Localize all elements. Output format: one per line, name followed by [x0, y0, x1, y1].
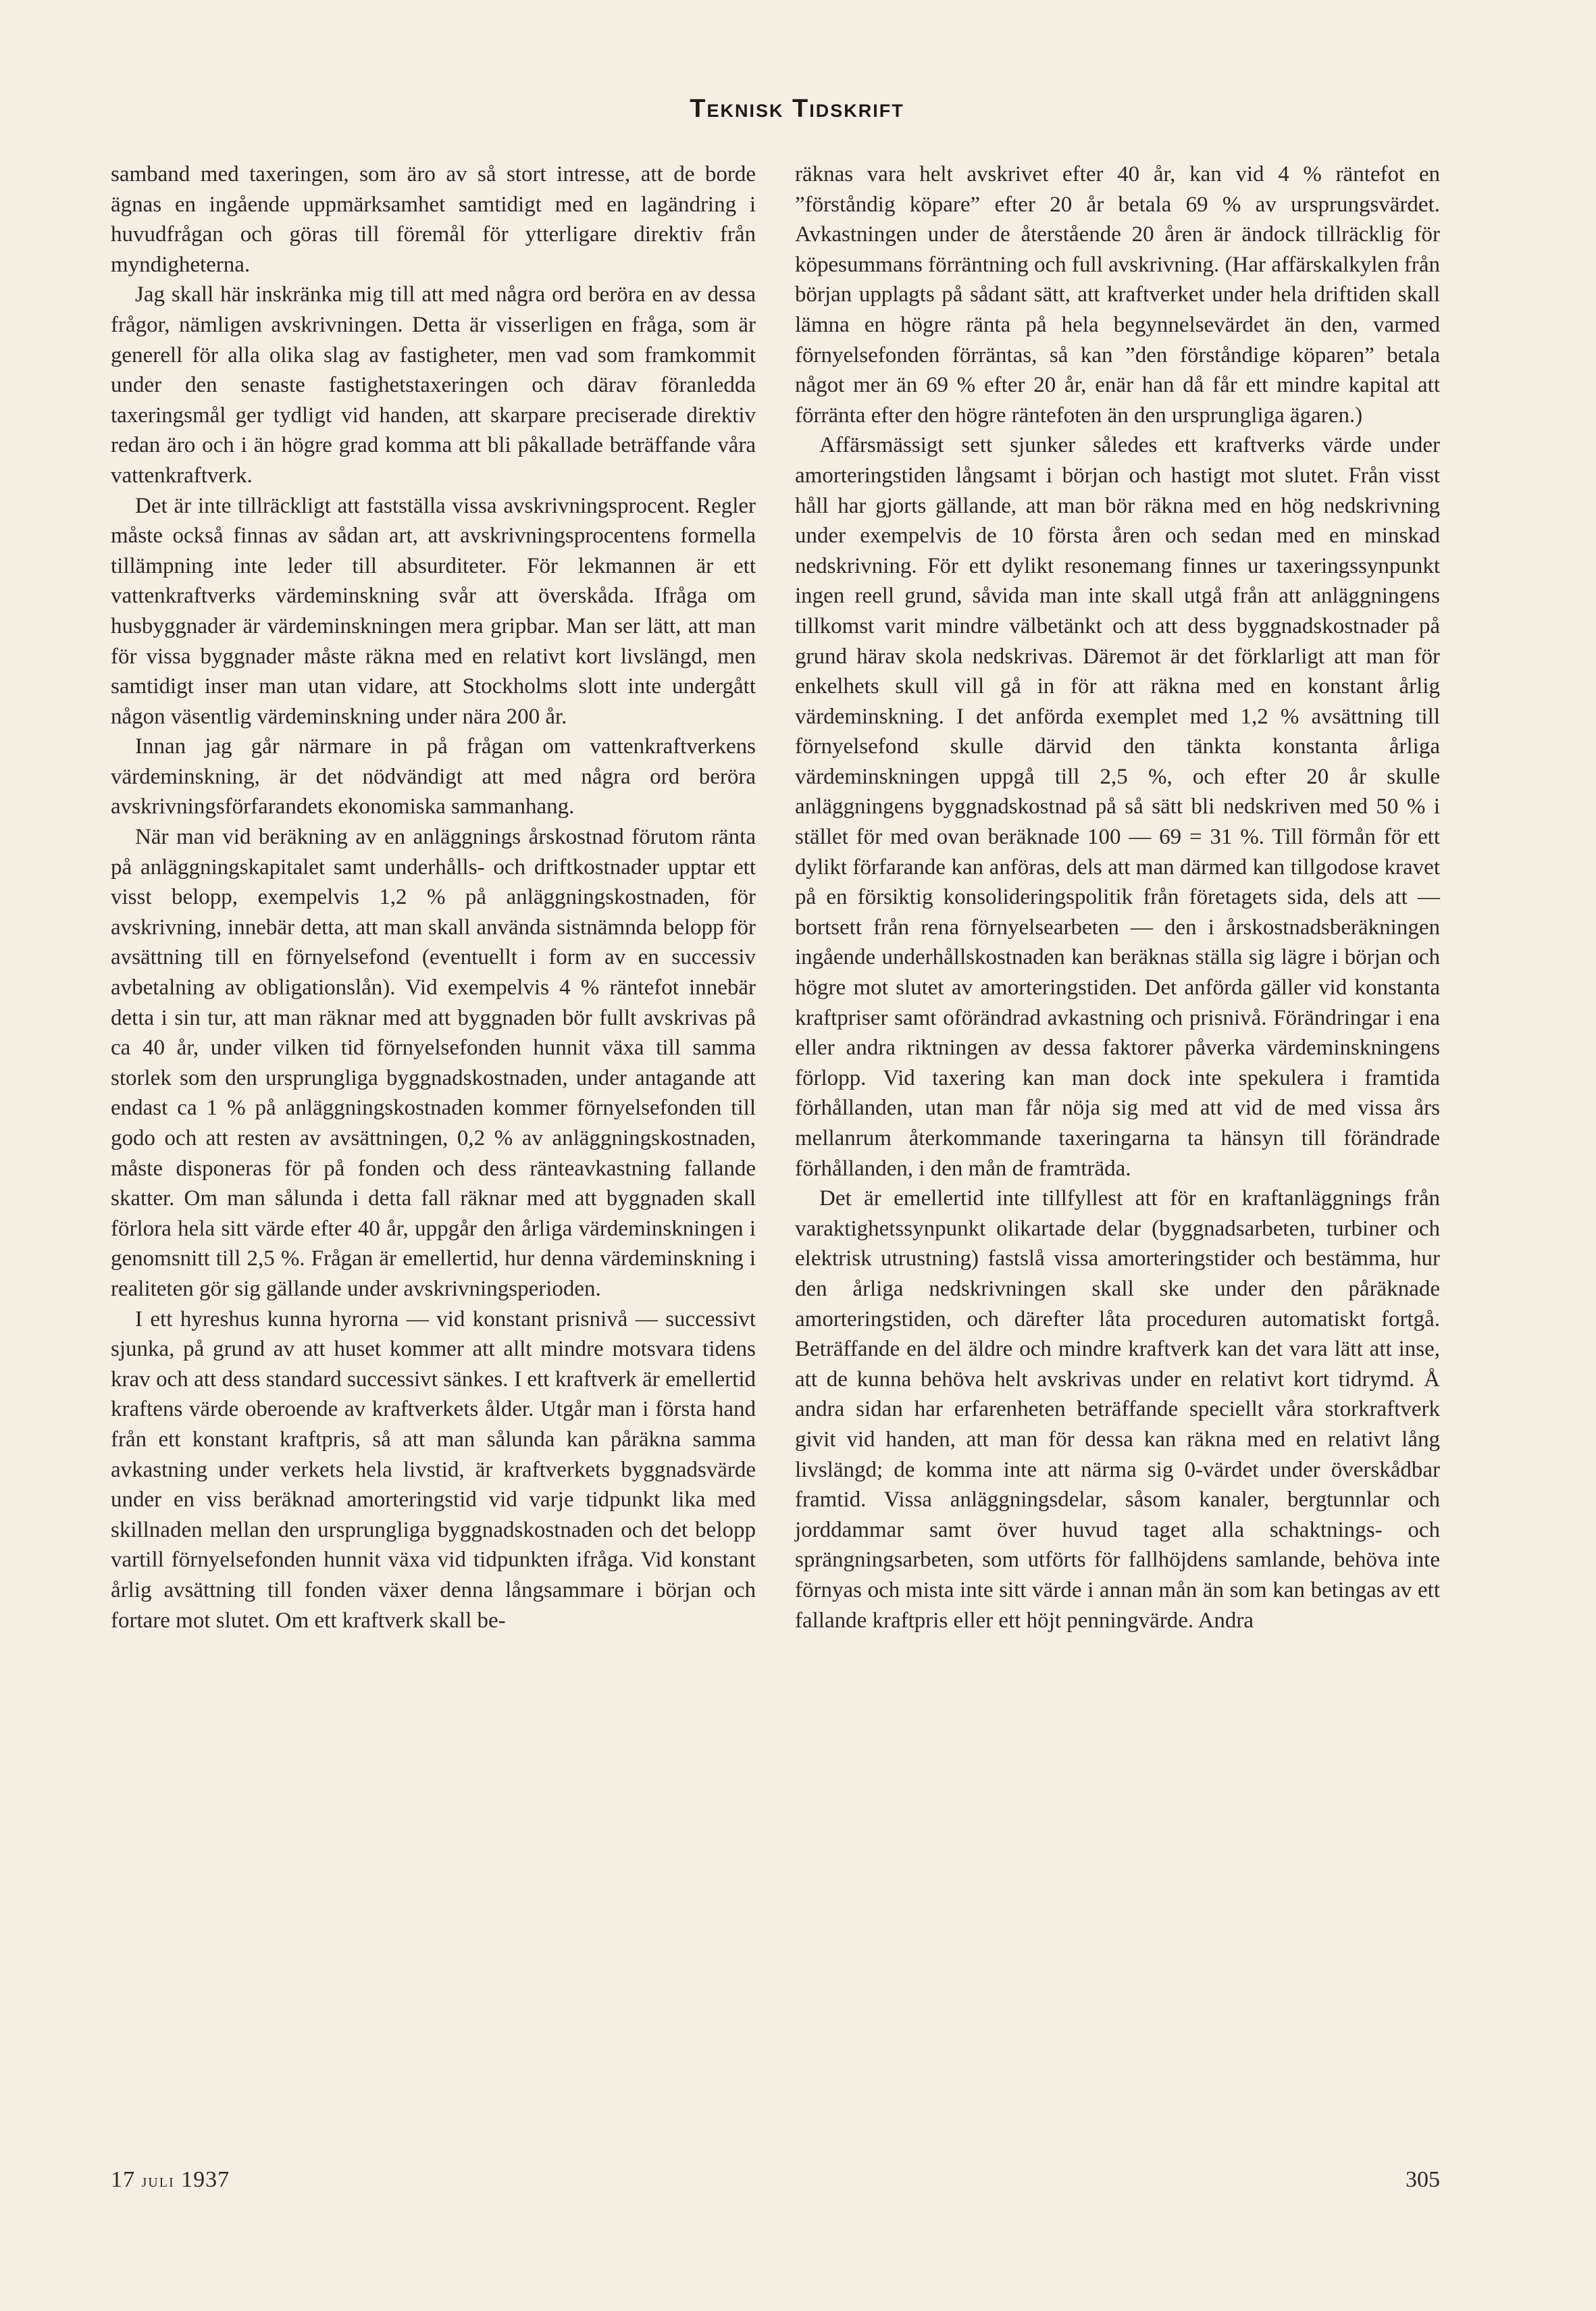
paragraph: räknas vara helt avskrivet efter 40 år, kan vid 4 % räntefot en ”förståndig köpare” efter 20 år betala 69 % av ursprungsvärdet. Avkastningen under de återstående 20 åren är ändock tillräcklig för köpesummans förräntning och full avskrivning. (Har affärskalkylen från början upplagts på sådant sätt, att kraftverket under hela driftiden skall lämna en högre ränta på hela begynnelsevärdet än den, varmed förnyelsefonden förräntas, så kan ”den förståndige köparen” betala något mer än 69 % efter 20 år, enär han då får ett mindre kapital att förränta efter den högre räntefoten än den ursprungliga ägaren.) [795, 162, 1440, 428]
paragraph: I ett hyreshus kunna hyrorna — vid konstant prisnivå — successivt sjunka, på grund av att huset kommer att allt mindre motsvara tidens krav och att dess standard successivt sänkes. I ett kraftverk är emellertid kraftens värde oberoende av kraftverkets ålder. Utgår man i första hand från ett konstant kraftpris, så att man sålunda kan påräkna samma avkastning under verkets hela livstid, är kraftverkets byggnadsvärde under en viss beräknad amorteringstid vid varje tidpunkt lika med skillnaden mellan den ursprungliga byggnadskostnaden och det belopp vartill förnyelsefonden hunnit växa vid tidpunkten ifråga. Vid konstant årlig avsättning till fonden växer denna långsammare i början och fortare mot slutet. Om ett kraftverk skall be- [111, 1306, 756, 1633]
paragraph: samband med taxeringen, som äro av så stort intresse, att de borde ägnas en ingående uppmärksamhet samtidigt med en lagändring i huvudfrågan och göras till föremål för ytterligare direktiv från myndigheterna. [111, 162, 756, 277]
page-number: 305 [1406, 2167, 1440, 2192]
issue-day: 17 [111, 2167, 135, 2192]
issue-date [111, 2167, 230, 2193]
paragraph: Det är inte tillräckligt att fastställa vissa avskrivningsprocent. Regler måste också finnas av sådan art, att avskrivningsprocentens formella tillämpning inte leder till absurditeter. För lekmannen är ett vattenkraftverks värdeminskning svår att överskåda. Ifråga om husbyggnader är värdeminskningen mera gripbar. Man ser lätt, att man för vissa byggnader måste räkna med en relativt kort livslängd, men samtidigt inser man utan vidare, att Stockholms slott inte undergått någon väsentlig värdeminskning under nära 200 år. [111, 493, 756, 729]
running-header: Teknisk Tidskrift [690, 95, 904, 123]
paragraph: Affärsmässigt sett sjunker således ett kraftverks värde under amorteringstiden långsamt i början och hastigt mot slutet. Från visst håll har gjorts gällande, att man bör räkna med en hög nedskrivning under exempelvis de 10 första åren och sedan med en minskad nedskrivning. För ett dylikt resonemang finnes ur taxeringssynpunkt ingen reell grund, såvida man inte skall utgå från att anläggningens tillkomst varit mindre välbetänkt och att dess byggnadskostnader på grund härav skola nedskrivas. Däremot är det förklarligt att man för enkelhets skull vill gå in för att räkna med en konstant årlig värdeminskning. I det anförda exemplet med 1,2 % avsättning till förnyelsefond skulle därvid den tänkta konstanta årliga värdeminskningen uppgå till 2,5 %, och efter 20 år skulle anläggningens byggnadskostnad på så sätt bli nedskriven med 50 % i stället för med ovan beräknade 100 — 69 = 31 %. Till förmån för ett dylikt förfarande kan anföras, dels att man därmed kan tillgodose kravet på en försiktig konsolideringspolitik från företagets sida, dels att — bortsett från rena förnyelsearbeten — den i årskostnadsberäkningen ingående underhållskostnaden kan beräknas ställa sig lägre i början och högre mot slutet av amorteringstiden. Det anförda gäller vid konstanta kraftpriser samt oförändrad avkastning och prisnivå. Förändringar i ena eller andra riktningen av dessa faktorer påverka värdeminskningens förlopp. Vid taxering kan man dock inte spekulera i framtida förhållanden, utan man får nöja sig med att vid de med vissa års mellanrum återkommande taxeringarna ta hänsyn till förändrade förhållanden, i den mån de framträda. [795, 433, 1440, 1181]
paragraph: Jag skall här inskränka mig till att med några ord beröra en av dessa frågor, nämligen avskrivningen. Detta är visserligen en fråga, som är generell för alla olika slag av fastigheter, men vad som framkommit under den senaste fastighetstaxeringen och därav föranledda taxeringsmål ger tydligt vid handen, att skarpare preciserade direktiv redan äro och i än högre grad komma att bli påkallade beträffande våra vattenkraftverk. [111, 282, 756, 488]
issue-month: juli [141, 2170, 175, 2191]
paragraph: Innan jag går närmare in på frågan om vattenkraftverkens värdeminskning, är det nödvändigt att med några ord beröra avskrivningsförfarandets ekonomiska sammanhang. [111, 734, 756, 819]
left-column [111, 159, 756, 1635]
right-column [795, 159, 1440, 1635]
issue-year: 1937 [181, 2167, 230, 2192]
paragraph: Det är emellertid inte tillfyllest att för en kraftanläggnings från varaktighetssynpunkt olikartade delar (byggnadsarbeten, turbiner och elektrisk utrustning) fastslå vissa amorteringstider och bestämma, hur den årliga nedskrivningen skall ske under den påräknade amorteringstiden, och därefter låta proceduren automatiskt fortgå. Beträffande en del äldre och mindre kraftverk kan det vara lätt att inse, att de kunna behöva helt avskrivas under en relativt kort tidrymd. Å andra sidan har erfarenheten beträffande speciellt våra storkraftverk givit vid handen, att man för dessa kan räkna med en relativt lång livslängd; de komma inte att närma sig 0-värdet under överskådbar framtid. Vissa anläggningsdelar, såsom kanaler, bergtunnlar och jorddammar samt över huvud taget alla schaktnings- och sprängningsarbeten, som utförts för fallhöjdens samlande, behöva inte förnyas och mista inte sitt värde i annan mån än som kan betingas av ett fallande kraftpris eller ett höjt penningvärde. Andra [795, 1186, 1440, 1633]
paragraph: När man vid beräkning av en anläggnings årskostnad förutom ränta på anläggningskapitalet samt underhålls- och driftkostnader upptar ett visst belopp, exempelvis 1,2 % på anläggningskostnaden, för avskrivning, innebär detta, att man skall använda sistnämnda belopp för avsättning till en förnyelsefond (eventuellt i form av en successiv avbetalning av obligationslån). Vid exempelvis 4 % räntefot innebär detta i sin tur, att man räknar med att byggnaden bör fullt avskrivas på ca 40 år, under vilken tid förnyelsefonden hunnit växa till samma storlek som den ursprungliga byggnadskostnaden, under antagande att endast ca 1 % på anläggningskostnaden kommer förnyelsefonden till godo och att resten av avsättningen, 0,2 % av anläggningskostnaden, måste disponeras för på fonden och dess ränteavkastning fallande skatter. Om man sålunda i detta fall räknar med att byggnaden skall förlora hela sitt värde efter 40 år, uppgår den årliga värdeminskningen i genomsnitt till 2,5 %. Frågan är emellertid, hur denna värdeminskning i realiteten gör sig gällande under avskrivningsperioden. [111, 825, 756, 1301]
